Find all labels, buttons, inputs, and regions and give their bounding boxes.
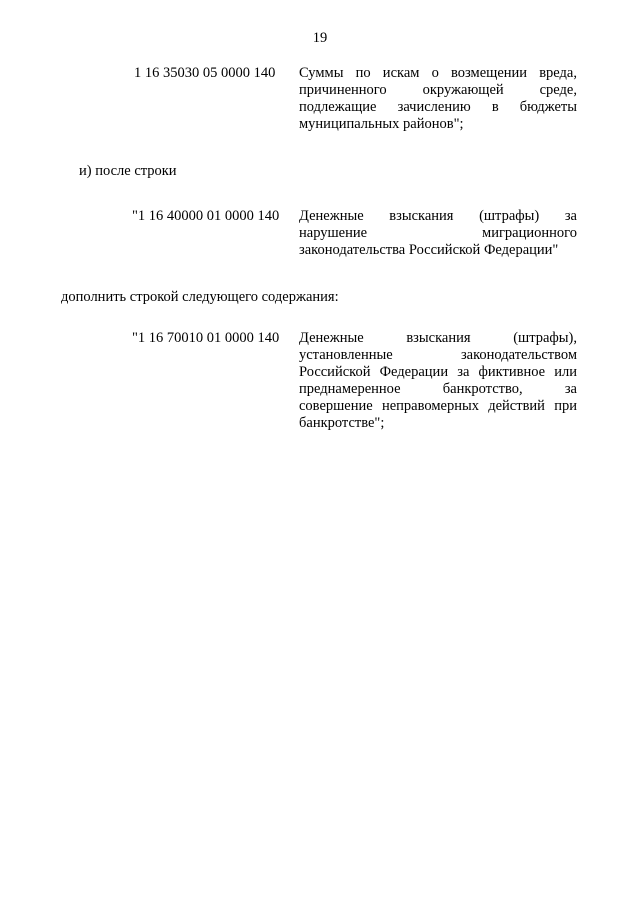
description-line: установленные законодательством — [299, 347, 577, 363]
code-description — [299, 65, 577, 133]
description-line: Суммы по искам о возмещении вреда, — [299, 65, 577, 81]
description-line: Российской Федерации за фиктивное или — [299, 364, 577, 380]
code-description — [299, 208, 577, 259]
instruction-paragraph: дополнить строкой следующего содержания: — [61, 289, 339, 305]
budget-classification-code: "1 16 70010 01 0000 140 — [132, 330, 280, 346]
budget-classification-code: 1 16 35030 05 0000 140 — [134, 65, 276, 81]
description-line: нарушение миграционного — [299, 225, 577, 241]
description-line: Денежные взыскания (штрафы), — [299, 330, 577, 346]
page-number: 19 — [312, 30, 328, 46]
description-line: подлежащие зачислению в бюджеты — [299, 99, 577, 115]
description-line: законодательства Российской Федерации" — [299, 242, 559, 258]
code-description — [299, 330, 577, 432]
instruction-paragraph: и) после строки — [79, 163, 177, 179]
description-line: преднамеренное банкротство, за — [299, 381, 577, 397]
description-line: Денежные взыскания (штрафы) за — [299, 208, 577, 224]
description-line: банкротстве"; — [299, 415, 385, 431]
description-line: причиненного окружающей среде, — [299, 82, 577, 98]
budget-classification-code: "1 16 40000 01 0000 140 — [132, 208, 280, 224]
description-line: совершение неправомерных действий при — [299, 398, 577, 414]
description-line: муниципальных районов"; — [299, 116, 464, 132]
